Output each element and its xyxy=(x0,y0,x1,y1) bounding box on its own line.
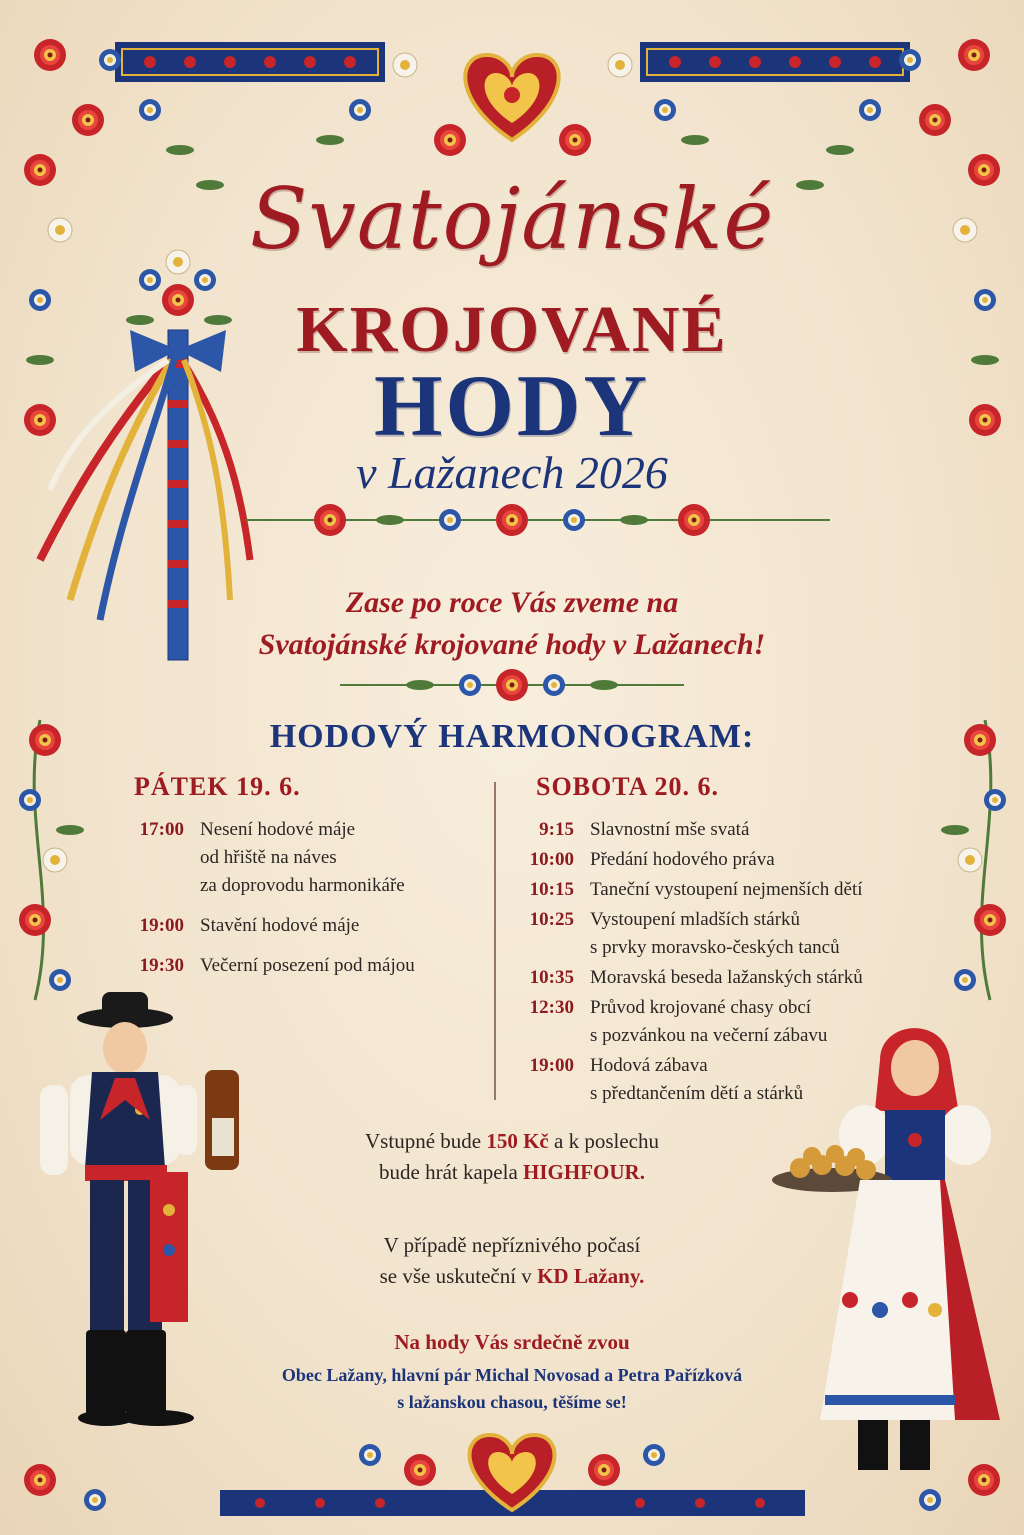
entry-pre2: bude hrát kapela xyxy=(379,1160,518,1184)
friday-schedule-row xyxy=(118,952,478,980)
folk-man-icon xyxy=(40,992,239,1426)
closing-line-2: s lažanskou chasou, těšíme se! xyxy=(397,1392,627,1412)
venue-name: KD Lažany. xyxy=(537,1264,645,1288)
friday-schedule-desc xyxy=(200,816,405,900)
saturday-schedule-desc-line: Průvod krojované chasy obcí xyxy=(590,997,812,1018)
schedule-divider xyxy=(494,782,496,1100)
friday-schedule xyxy=(118,816,478,992)
title-script: Svatojánské xyxy=(249,170,775,268)
friday-schedule-row xyxy=(118,912,478,940)
saturday-schedule-desc xyxy=(590,846,775,874)
saturday-schedule xyxy=(508,816,928,1110)
friday-schedule-desc-line: Nesení hodové máje xyxy=(200,819,356,840)
saturday-schedule-time: 9:15 xyxy=(539,819,574,840)
saturday-schedule-time: 10:25 xyxy=(529,909,574,930)
heart-ornament-icon xyxy=(465,55,558,140)
saturday-schedule-row xyxy=(508,906,928,962)
weather-info xyxy=(0,1230,1024,1292)
saturday-schedule-desc xyxy=(590,876,863,904)
band-name: HIGHFOUR. xyxy=(523,1160,645,1184)
title-krojovane: KROJOVANÉ xyxy=(296,293,728,366)
saturday-schedule-time: 12:30 xyxy=(529,997,574,1018)
entry-mid: a k poslechu xyxy=(554,1129,659,1153)
entry-info xyxy=(0,1126,1024,1188)
friday-schedule-desc xyxy=(200,912,359,940)
friday-title: PÁTEK 19. 6. xyxy=(134,772,301,801)
saturday-schedule-desc-line: s pozvánkou na večerní zábavu xyxy=(590,1025,828,1046)
friday-schedule-desc-line: Večerní posezení pod májou xyxy=(200,955,415,976)
schedule-heading: HODOVÝ HARMONOGRAM: xyxy=(269,718,755,755)
friday-schedule-time: 17:00 xyxy=(139,819,184,840)
saturday-schedule-desc-line: Moravská beseda lažanských stárků xyxy=(590,967,863,988)
saturday-schedule-time: 10:00 xyxy=(529,849,574,870)
saturday-schedule-desc-line: Taneční vystoupení nejmenších dětí xyxy=(590,879,863,900)
friday-schedule-row xyxy=(118,816,478,900)
entry-pre: Vstupné bude xyxy=(365,1129,482,1153)
saturday-schedule-time: 10:15 xyxy=(529,879,574,900)
saturday-schedule-desc xyxy=(590,964,863,992)
friday-schedule-desc-line: Stavění hodové máje xyxy=(200,915,360,936)
saturday-schedule-time: 19:00 xyxy=(529,1055,574,1076)
entry-price: 150 Kč xyxy=(486,1129,549,1153)
saturday-schedule-row xyxy=(508,994,928,1050)
closing-signers xyxy=(0,1362,1024,1416)
saturday-schedule-desc-line: Předání hodového práva xyxy=(590,849,775,870)
saturday-schedule-desc-line: s prvky moravsko-českých tanců xyxy=(590,937,840,958)
saturday-title: SOBOTA 20. 6. xyxy=(536,772,720,801)
saturday-schedule-desc xyxy=(590,906,840,962)
saturday-schedule-desc xyxy=(590,1052,803,1108)
invitation-line-1: Zase po roce Vás zveme na xyxy=(345,586,679,619)
title-hody: HODY xyxy=(374,358,650,455)
saturday-schedule-row xyxy=(508,846,928,874)
saturday-schedule-desc-line: s předtančením dětí a stárků xyxy=(590,1083,804,1104)
saturday-schedule-row xyxy=(508,816,928,844)
saturday-schedule-desc-line: Hodová zábava xyxy=(590,1055,708,1076)
saturday-schedule-desc-line: Vystoupení mladších stárků xyxy=(590,909,801,930)
weather-line-1: V případě nepříznivého počasí xyxy=(383,1233,641,1257)
invitation-text xyxy=(0,582,1024,666)
saturday-schedule-desc xyxy=(590,816,749,844)
saturday-schedule-desc xyxy=(590,994,827,1050)
saturday-schedule-row xyxy=(508,964,928,992)
friday-schedule-desc-line: za doprovodu harmonikáře xyxy=(200,875,405,896)
saturday-schedule-row xyxy=(508,876,928,904)
invitation-line-2: Svatojánské krojované hody v Lažanech! xyxy=(258,628,766,661)
closing-line-1: Obec Lažany, hlavní pár Michal Novosad a Petra Pařízková xyxy=(281,1365,743,1385)
title-divider xyxy=(245,504,830,536)
friday-schedule-time: 19:30 xyxy=(139,955,184,976)
saturday-schedule-desc-line: Slavnostní mše svatá xyxy=(590,819,750,840)
closing-heading: Na hody Vás srdečně zvou xyxy=(394,1330,630,1354)
saturday-schedule-row xyxy=(508,1052,928,1108)
weather-pre2: se vše uskuteční v xyxy=(379,1264,532,1288)
title-place-year: v Lažanech 2026 xyxy=(356,447,668,498)
saturday-schedule-time: 10:35 xyxy=(529,967,574,988)
friday-schedule-desc-line: od hřiště na náves xyxy=(200,847,337,868)
friday-schedule-time: 19:00 xyxy=(139,915,184,936)
friday-schedule-desc xyxy=(200,952,415,980)
invitation-divider xyxy=(340,669,684,701)
